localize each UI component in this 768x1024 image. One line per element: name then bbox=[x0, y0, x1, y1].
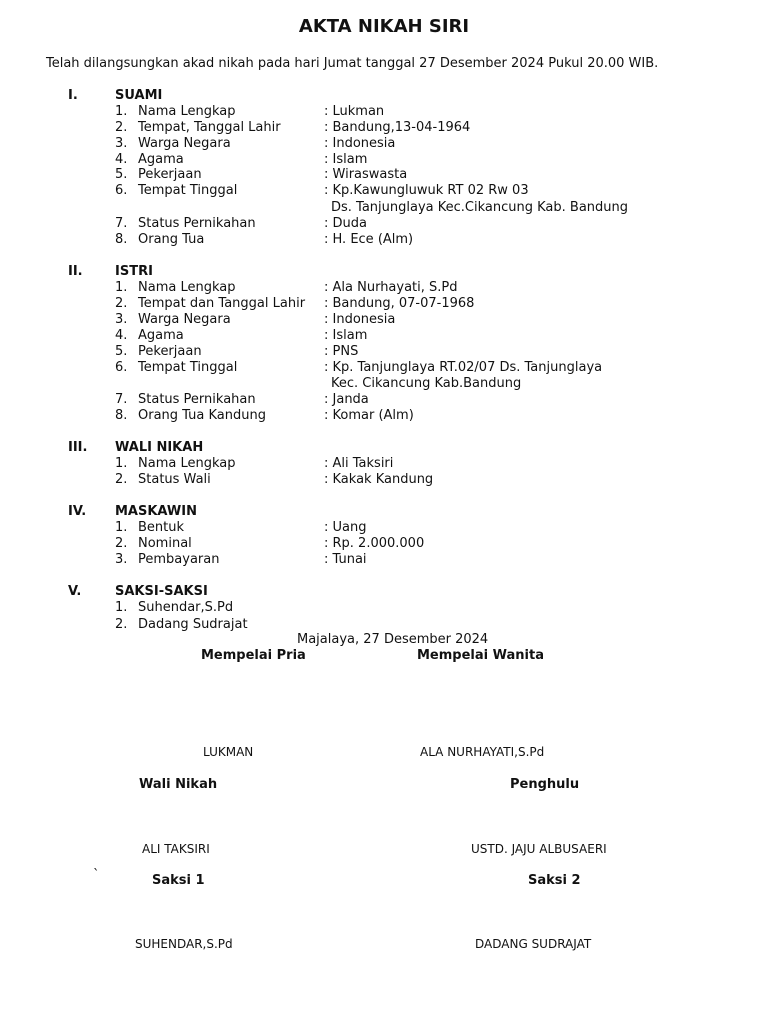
field-value: : H. Ece (Alm) bbox=[324, 232, 414, 247]
field-value: : Komar (Alm) bbox=[324, 408, 414, 423]
intro-paragraph: Telah dilangsungkan akad nikah pada hari Jumat tanggal 27 Desember 2024 Pukul 20.00 WIB. bbox=[46, 56, 659, 71]
field-label: Orang Tua Kandung bbox=[138, 408, 266, 423]
field-value: : Kp. Tanjunglaya RT.02/07 Ds. Tanjunglaya bbox=[324, 360, 603, 375]
item-number: 1. bbox=[115, 600, 128, 615]
field-value: : Janda bbox=[324, 392, 369, 407]
item-number: 2. bbox=[115, 472, 128, 487]
saksi2-signature-heading: Saksi 2 bbox=[528, 873, 581, 888]
field-label: Status Pernikahan bbox=[138, 392, 256, 407]
field-value: : Kakak Kandung bbox=[324, 472, 434, 487]
field-label: Tempat Tinggal bbox=[138, 360, 238, 375]
field-label: Pekerjaan bbox=[138, 167, 202, 182]
field-label: Pekerjaan bbox=[138, 344, 202, 359]
penghulu-signature-heading: Penghulu bbox=[510, 777, 580, 792]
field-label: Nominal bbox=[138, 536, 192, 551]
item-number: 5. bbox=[115, 167, 128, 182]
place-date: Majalaya, 27 Desember 2024 bbox=[297, 632, 489, 647]
field-label: Orang Tua bbox=[138, 232, 205, 247]
witness-name: Suhendar,S.Pd bbox=[138, 600, 234, 615]
section-number: II. bbox=[68, 264, 83, 279]
section-title-suami: SUAMI bbox=[115, 88, 163, 103]
item-number: 1. bbox=[115, 280, 128, 295]
field-value: : Rp. 2.000.000 bbox=[324, 536, 425, 551]
field-value: : Uang bbox=[324, 520, 367, 535]
field-value: : Wiraswasta bbox=[324, 167, 408, 182]
item-number: 8. bbox=[115, 232, 128, 247]
section-title-istri: ISTRI bbox=[115, 264, 153, 279]
field-value-continuation: Kec. Cikancung Kab.Bandung bbox=[331, 376, 522, 391]
field-label: Agama bbox=[138, 328, 184, 343]
bride-signature-name: ALA NURHAYATI,S.Pd bbox=[420, 745, 545, 759]
field-label: Tempat dan Tanggal Lahir bbox=[138, 296, 306, 311]
section-title-maskawin: MASKAWIN bbox=[115, 504, 197, 519]
field-value: : Indonesia bbox=[324, 312, 396, 327]
item-number: 8. bbox=[115, 408, 128, 423]
item-number: 1. bbox=[115, 104, 128, 119]
saksi2-signature-name: DADANG SUDRAJAT bbox=[475, 937, 592, 951]
field-value: : Lukman bbox=[324, 104, 385, 119]
field-label: Nama Lengkap bbox=[138, 104, 236, 119]
groom-signature-name: LUKMAN bbox=[203, 745, 254, 759]
field-value: : Islam bbox=[324, 328, 368, 343]
item-number: 4. bbox=[115, 152, 128, 167]
item-number: 1. bbox=[115, 520, 128, 535]
field-label: Status Wali bbox=[138, 472, 211, 487]
field-label: Tempat, Tanggal Lahir bbox=[138, 120, 281, 135]
field-value: : Indonesia bbox=[324, 136, 396, 151]
stray-mark: ` bbox=[93, 868, 100, 883]
field-value-continuation: Ds. Tanjunglaya Kec.Cikancung Kab. Bandung bbox=[331, 200, 629, 215]
witness-name: Dadang Sudrajat bbox=[138, 617, 248, 632]
section-number: V. bbox=[68, 584, 82, 599]
document-title: AKTA NIKAH SIRI bbox=[298, 16, 470, 37]
item-number: 2. bbox=[115, 296, 128, 311]
field-value: : Duda bbox=[324, 216, 367, 231]
saksi1-signature-name: SUHENDAR,S.Pd bbox=[135, 937, 233, 951]
saksi1-signature-heading: Saksi 1 bbox=[152, 873, 205, 888]
item-number: 4. bbox=[115, 328, 128, 343]
field-value: : Bandung, 07-07-1968 bbox=[324, 296, 475, 311]
field-label: Nama Lengkap bbox=[138, 280, 236, 295]
field-label: Warga Negara bbox=[138, 136, 231, 151]
field-label: Status Pernikahan bbox=[138, 216, 256, 231]
item-number: 5. bbox=[115, 344, 128, 359]
field-value: : Ali Taksiri bbox=[324, 456, 394, 471]
penghulu-signature-name: USTD. JAJU ALBUSAERI bbox=[471, 842, 607, 856]
item-number: 2. bbox=[115, 120, 128, 135]
section-number: IV. bbox=[68, 504, 87, 519]
field-value: : Bandung,13-04-1964 bbox=[324, 120, 471, 135]
section-number: III. bbox=[68, 440, 88, 455]
item-number: 3. bbox=[115, 552, 128, 567]
item-number: 3. bbox=[115, 312, 128, 327]
field-label: Nama Lengkap bbox=[138, 456, 236, 471]
section-number: I. bbox=[68, 88, 78, 103]
field-value: : PNS bbox=[324, 344, 359, 359]
field-label: Bentuk bbox=[138, 520, 185, 535]
item-number: 3. bbox=[115, 136, 128, 151]
wali-signature-name: ALI TAKSIRI bbox=[142, 842, 210, 856]
field-label: Pembayaran bbox=[138, 552, 220, 567]
item-number: 7. bbox=[115, 392, 128, 407]
section-title-saksi: SAKSI-SAKSI bbox=[115, 584, 208, 599]
groom-signature-heading: Mempelai Pria bbox=[201, 648, 306, 663]
field-label: Tempat Tinggal bbox=[138, 183, 238, 198]
bride-signature-heading: Mempelai Wanita bbox=[417, 648, 544, 663]
wali-signature-heading: Wali Nikah bbox=[139, 777, 218, 792]
field-value: : Ala Nurhayati, S.Pd bbox=[324, 280, 458, 295]
field-value: : Islam bbox=[324, 152, 368, 167]
field-label: Agama bbox=[138, 152, 184, 167]
item-number: 7. bbox=[115, 216, 128, 231]
field-value: : Tunai bbox=[324, 552, 367, 567]
section-title-wali: WALI NIKAH bbox=[115, 440, 204, 455]
item-number: 2. bbox=[115, 617, 128, 632]
item-number: 6. bbox=[115, 183, 128, 198]
field-label: Warga Negara bbox=[138, 312, 231, 327]
item-number: 1. bbox=[115, 456, 128, 471]
field-value: : Kp.Kawungluwuk RT 02 Rw 03 bbox=[324, 183, 529, 198]
item-number: 2. bbox=[115, 536, 128, 551]
item-number: 6. bbox=[115, 360, 128, 375]
